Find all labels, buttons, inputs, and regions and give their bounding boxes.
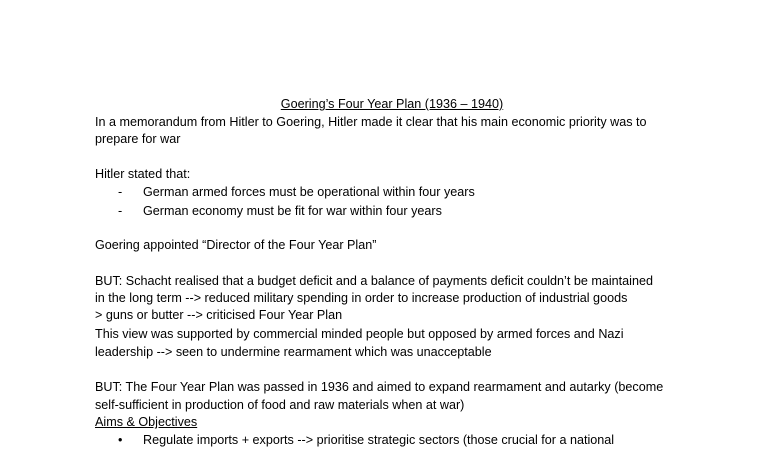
- aims-heading: Aims & Objectives: [95, 415, 198, 429]
- aims-bullet-marker: •: [118, 433, 123, 447]
- appointed-line: Goering appointed “Director of the Four Year Plan”: [95, 238, 377, 252]
- intro-line-1: In a memorandum from Hitler to Goering, Hitler made it clear that his main economic priority was to: [95, 115, 647, 129]
- document-title: Goering’s Four Year Plan (1936 – 1940): [280, 97, 504, 111]
- schacht-line-3: > guns or butter --> criticised Four Year Plan: [95, 308, 343, 322]
- schacht-line-5: leadership --> seen to undermine rearmament which was unacceptable: [95, 345, 492, 359]
- hitler-stated: Hitler stated that:: [95, 167, 191, 181]
- bullet-marker: -: [118, 185, 123, 199]
- intro-line-2: prepare for war: [95, 132, 181, 146]
- bullet-marker: -: [118, 204, 123, 218]
- schacht-line-2: in the long term --> reduced military spending in order to increase production of industrial goods: [95, 291, 628, 305]
- schacht-line-1: BUT: Schacht realised that a budget deficit and a balance of payments deficit couldn’t be maintained: [95, 274, 653, 288]
- aims-bullet-item: Regulate imports + exports --> prioritise strategic sectors (those crucial for a national: [143, 433, 615, 447]
- bullet-item: German armed forces must be operational within four years: [143, 185, 475, 199]
- bullet-item: German economy must be fit for war within four years: [143, 204, 442, 218]
- schacht-line-4: This view was supported by commercial minded people but opposed by armed forces and Nazi: [95, 327, 624, 341]
- passed-line-1: BUT: The Four Year Plan was passed in 1936 and aimed to expand rearmament and autarky (become: [95, 380, 664, 394]
- passed-line-2: self-sufficient in production of food and raw materials when at war): [95, 398, 465, 412]
